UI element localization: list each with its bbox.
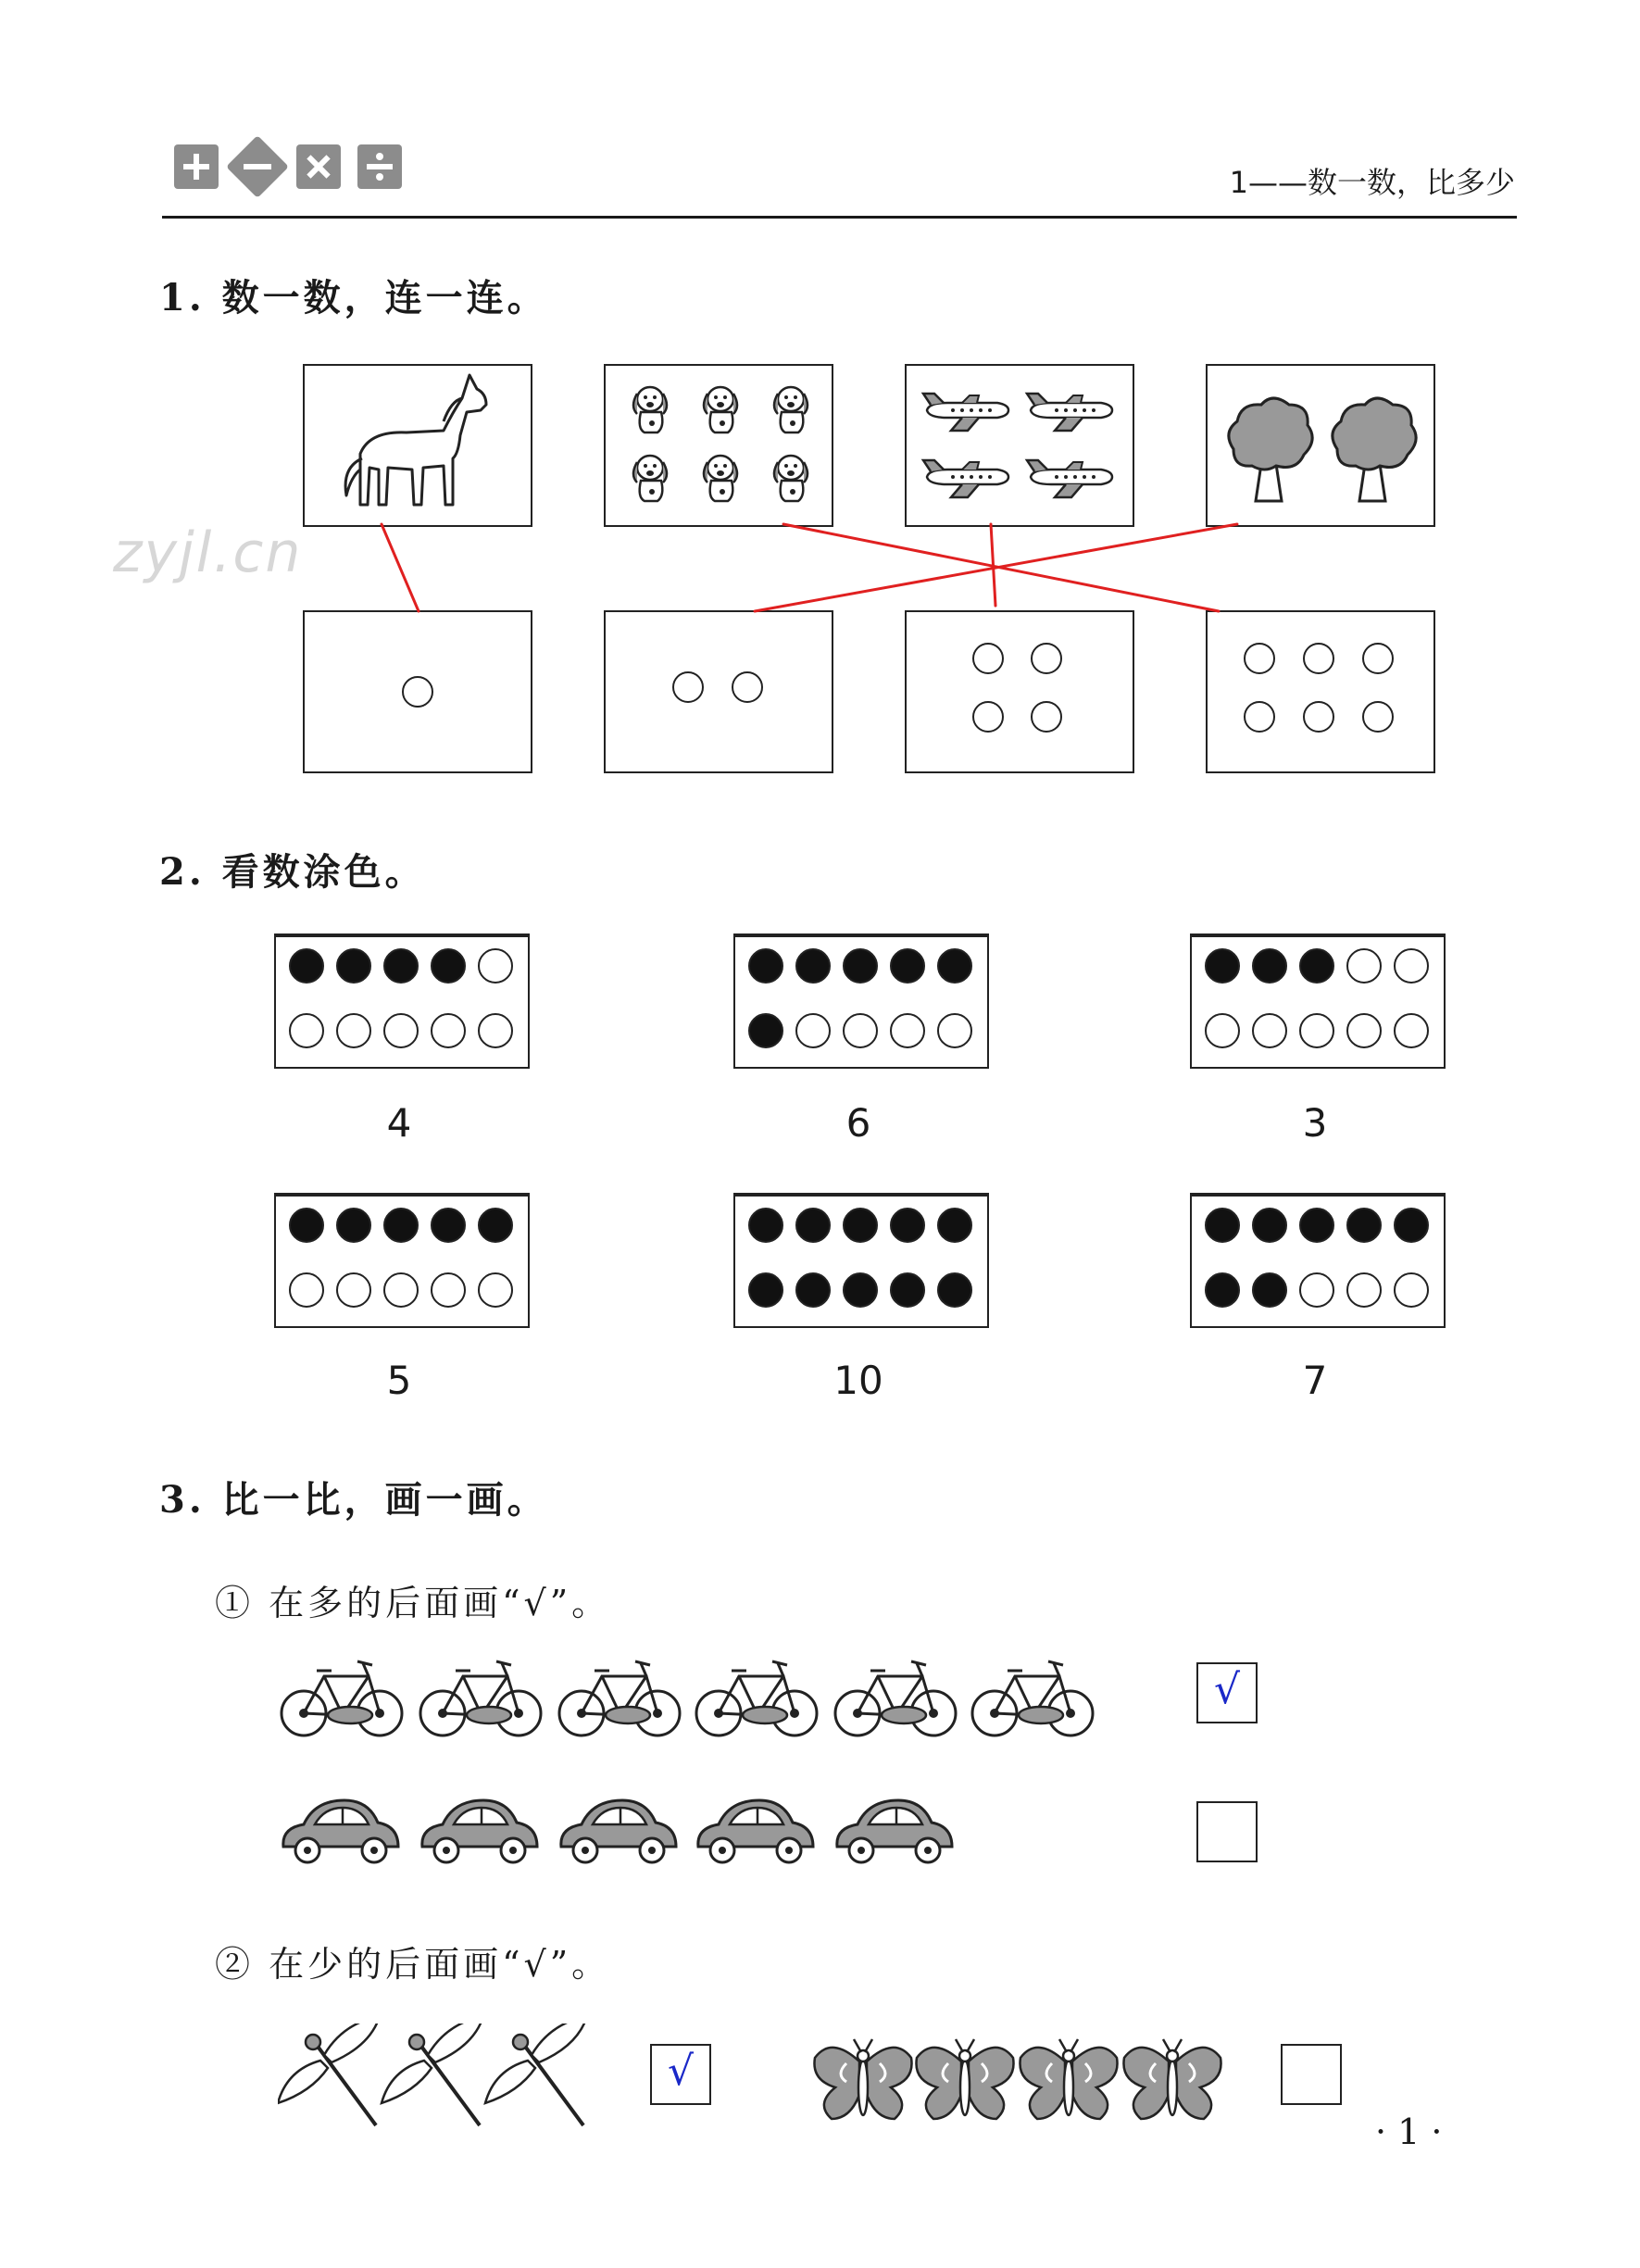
frame-dot	[336, 1208, 371, 1243]
frame-dot	[289, 1208, 324, 1243]
frame-dot	[478, 948, 513, 984]
ten-frame-3	[1190, 934, 1446, 1069]
dragonfly-group	[278, 2024, 602, 2135]
frame-label: 4	[386, 1100, 412, 1146]
butterfly-icon	[916, 2039, 1013, 2119]
car-icon	[698, 1800, 813, 1862]
frame-dot	[795, 1208, 831, 1243]
butterfly-icon	[814, 2039, 911, 2119]
butterfly-icon	[1123, 2039, 1221, 2119]
frame-dot	[1346, 1272, 1382, 1308]
frame-dot	[890, 1013, 925, 1048]
frame-dot	[1346, 1013, 1382, 1048]
frame-dot	[336, 1272, 371, 1308]
answer-box-butterflies[interactable]	[1281, 2044, 1342, 2105]
frame-dot	[289, 1013, 324, 1048]
bicycle-icon	[696, 1661, 817, 1735]
frame-dot	[289, 1272, 324, 1308]
frame-dot	[748, 1208, 783, 1243]
frame-dot	[1394, 1013, 1429, 1048]
frame-dot	[843, 1013, 878, 1048]
frame-dot	[478, 1208, 513, 1243]
answer-box-bicycles[interactable]	[1196, 1662, 1258, 1723]
car-icon	[422, 1800, 537, 1862]
frame-dot	[937, 1272, 972, 1308]
bicycle-icon	[835, 1661, 956, 1735]
q2-title: 2. 看数涂色。	[159, 850, 426, 894]
q3-part1-instruction: ① 在多的后面画“√”。	[215, 1583, 611, 1623]
frame-dot	[383, 948, 419, 984]
ten-frame-6	[733, 934, 989, 1069]
frame-dot	[1252, 948, 1287, 984]
frame-label: 6	[845, 1100, 871, 1146]
q3-part2-instruction: ② 在少的后面画“√”。	[215, 1944, 611, 1985]
frame-dot	[1394, 1208, 1429, 1243]
frame-dot	[383, 1208, 419, 1243]
ten-frame-4	[274, 934, 530, 1069]
frame-dot	[937, 1013, 972, 1048]
ten-frame-7	[1190, 1193, 1446, 1328]
frame-label: 5	[386, 1358, 412, 1403]
frame-dot	[1252, 1272, 1287, 1308]
frame-dot	[1252, 1013, 1287, 1048]
frame-dot	[1299, 1013, 1334, 1048]
frame-dot	[431, 1208, 466, 1243]
ten-frame-10	[733, 1193, 989, 1328]
frame-dot	[1205, 1208, 1240, 1243]
frame-label: 10	[833, 1358, 883, 1403]
frame-dot	[1394, 948, 1429, 984]
bicycle-icon	[972, 1661, 1093, 1735]
answer-box-cars[interactable]	[1196, 1801, 1258, 1862]
bicycle-icon	[282, 1661, 402, 1735]
bicycle-icon	[420, 1661, 541, 1735]
frame-dot	[478, 1013, 513, 1048]
frame-dot	[937, 948, 972, 984]
frame-dot	[890, 1208, 925, 1243]
frame-label: 7	[1302, 1358, 1328, 1403]
frame-dot	[289, 948, 324, 984]
frame-dot	[843, 948, 878, 984]
bicycle-icon	[559, 1661, 680, 1735]
frame-dot	[431, 948, 466, 984]
frame-dot	[890, 948, 925, 984]
car-row	[278, 1787, 982, 1880]
answer-box-dragonflies[interactable]	[650, 2044, 711, 2105]
frame-dot	[843, 1272, 878, 1308]
frame-dot	[1205, 1013, 1240, 1048]
frame-label: 3	[1302, 1100, 1328, 1146]
dragonfly-icon	[278, 2024, 380, 2125]
frame-dot	[1299, 948, 1334, 984]
matching-lines	[0, 0, 1640, 833]
frame-dot	[748, 1272, 783, 1308]
frame-dot	[748, 1013, 783, 1048]
dragonfly-icon	[485, 2024, 587, 2125]
frame-dot	[383, 1272, 419, 1308]
frame-dot	[336, 1013, 371, 1048]
frame-dot	[795, 1272, 831, 1308]
butterfly-group	[806, 2028, 1241, 2130]
frame-dot	[431, 1013, 466, 1048]
frame-dot	[1346, 948, 1382, 984]
frame-dot	[1394, 1272, 1429, 1308]
watermark: zyjl.cn	[113, 520, 303, 585]
bicycle-row	[278, 1648, 1111, 1750]
ten-frame-5	[274, 1193, 530, 1328]
check-mark: √	[1213, 1666, 1241, 1713]
butterfly-icon	[1020, 2039, 1117, 2119]
header-title: 1——数一数，比多少	[1229, 165, 1515, 200]
frame-dot	[937, 1208, 972, 1243]
frame-dot	[1346, 1208, 1382, 1243]
frame-dot	[383, 1013, 419, 1048]
frame-dot	[795, 1013, 831, 1048]
frame-dot	[1299, 1208, 1334, 1243]
dragonfly-icon	[382, 2024, 483, 2125]
frame-dot	[1205, 1272, 1240, 1308]
frame-dot	[478, 1272, 513, 1308]
q3-title: 3. 比一比，画一画。	[159, 1478, 548, 1522]
frame-dot	[795, 948, 831, 984]
frame-dot	[890, 1272, 925, 1308]
frame-dot	[336, 948, 371, 984]
line-horse-to-1	[382, 524, 419, 611]
car-icon	[561, 1800, 676, 1862]
q1-title: 1. 数一数，连一连。	[159, 276, 548, 320]
frame-dot	[843, 1208, 878, 1243]
check-mark: √	[667, 2048, 695, 2095]
frame-dot	[748, 948, 783, 984]
frame-dot	[1299, 1272, 1334, 1308]
car-icon	[837, 1800, 952, 1862]
car-icon	[283, 1800, 398, 1862]
frame-dot	[431, 1272, 466, 1308]
page-number: · 1 ·	[1375, 2111, 1443, 2152]
frame-dot	[1205, 948, 1240, 984]
answer-lines	[382, 524, 1237, 611]
frame-dot	[1252, 1208, 1287, 1243]
